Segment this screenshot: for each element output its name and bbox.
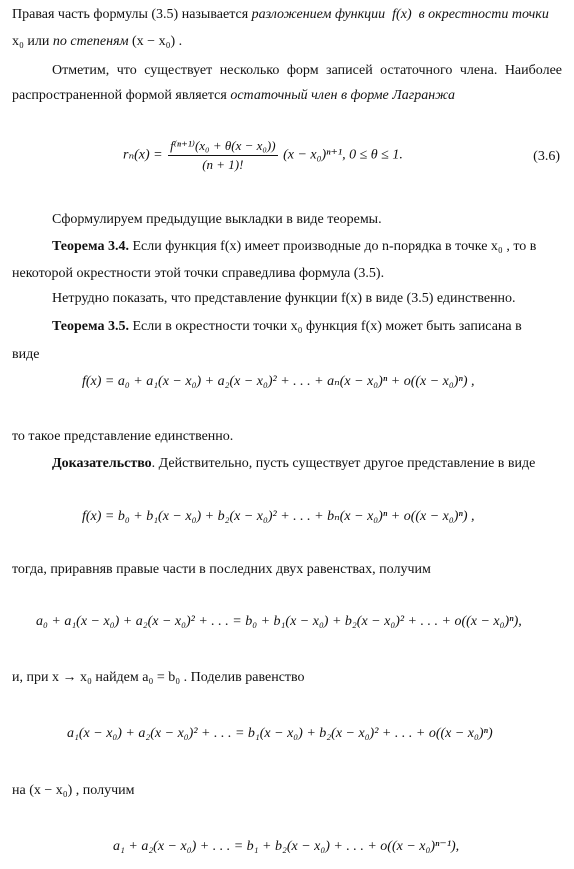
paragraph-7: и, при x → x₀ найдем a₀ = b₀ . Поделив равенство (12, 670, 305, 685)
proof-heading: Доказательство (52, 456, 152, 471)
paragraph-6: тогда, приравняв правые части в последних двух равенствах, получим (12, 562, 431, 577)
fraction-numerator: f⁽ⁿ⁺¹⁾(x₀ + θ(x − x₀)) (168, 138, 277, 156)
math-inline: x₀ (12, 34, 24, 49)
equation-lhs: rₙ(x) = (123, 147, 163, 163)
equation-rest: (x − x₀)ⁿ⁺¹, 0 ≤ θ ≤ 1. (283, 147, 403, 163)
paragraph-1-line-2 (12, 33, 182, 51)
emphasis-text: разложением функции (251, 7, 386, 22)
text: распространенной формой является (12, 88, 231, 103)
equation-3-6 (123, 138, 403, 173)
theorem-3-5-line-1 (52, 318, 522, 336)
paragraph-8: на (x − x₀) , получим (12, 783, 135, 798)
paragraph-1-line-1 (12, 6, 549, 24)
equation-divided: a₁ + a₂(x − x₀) + . . . = b₁ + b₂(x − x₀) + . . . + o((x − x₀)ⁿ⁻¹), (113, 839, 460, 854)
equation-expansion-b: f(x) = b₀ + b₁(x − x₀) + b₂(x − x₀)² + . . . + bₙ(x − x₀)ⁿ + o((x − x₀)ⁿ) , (82, 509, 475, 524)
equation-number: (3.6) (533, 149, 560, 164)
text: Если в окрестности точки x₀ функция f(x) может быть записана в (128, 319, 522, 334)
fraction (168, 138, 277, 173)
theorem-3-5-line-2: виде (12, 347, 40, 362)
math-inline: f(x) (392, 7, 412, 22)
math-inline: (x − x₀) . (128, 34, 183, 49)
text: Если функция f(x) имеет производные до n-порядка в точке x₀ , то в (128, 239, 537, 254)
theorem-3-4-line-2: некоторой окрестности этой точки справедлива формула (3.5). (12, 266, 385, 281)
text: или (23, 34, 53, 49)
fraction-denominator: (n + 1)! (202, 157, 244, 172)
paragraph-2-line-1: Отметим, что существует несколько форм записей остаточного члена. Наиболее (52, 63, 562, 78)
emphasis-text: остаточный член в форме Лагранжа (230, 88, 455, 103)
proof-line (52, 455, 535, 473)
equation-expansion-a: f(x) = a₀ + a₁(x − x₀) + a₂(x − x₀)² + . . . + aₙ(x − x₀)ⁿ + o((x − x₀)ⁿ) , (82, 374, 475, 389)
theorem-heading: Теорема 3.5. (52, 319, 129, 334)
theorem-3-4-line-1 (52, 238, 536, 256)
paragraph-2-line-2 (12, 87, 455, 105)
text: Правая часть формулы (3.5) называется (12, 7, 252, 22)
equation-equate: a₀ + a₁(x − x₀) + a₂(x − x₀)² + . . . = b₀ + b₁(x − x₀) + b₂(x − x₀)² + . . . + o((x − x₀)ⁿ), (36, 614, 522, 629)
theorem-heading: Теорема 3.4. (52, 239, 129, 254)
paragraph-5: то такое представление единственно. (12, 429, 234, 444)
equation-reduced: a₁(x − x₀) + a₂(x − x₀)² + . . . = b₁(x − x₀) + b₂(x − x₀)² + . . . + o((x − x₀)ⁿ) (67, 726, 493, 741)
emphasis-text: по степеням (52, 34, 129, 49)
text: . Действительно, пусть существует другое представление в виде (151, 456, 536, 471)
emphasis-text: в окрестности точки (418, 7, 549, 22)
paragraph-3: Сформулируем предыдущие выкладки в виде теоремы. (52, 212, 382, 227)
paragraph-4: Нетрудно показать, что представление функции f(x) в виде (3.5) единственно. (52, 291, 516, 306)
